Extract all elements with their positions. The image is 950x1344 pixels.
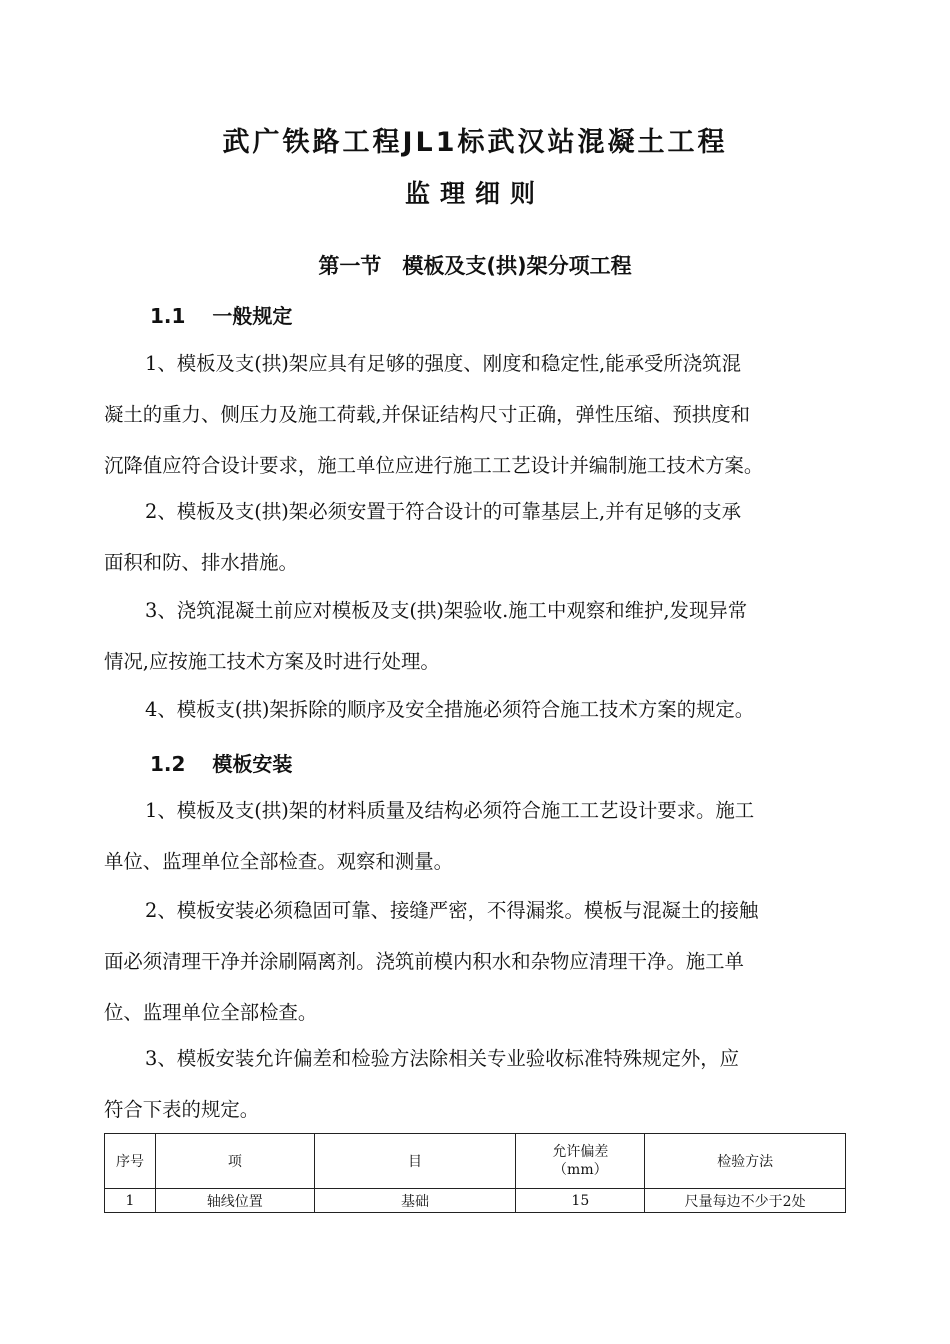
paragraph-2: [104, 486, 864, 588]
cell-sub: 基础: [314, 1189, 516, 1213]
table-row: [105, 1189, 846, 1213]
cell-item: 轴线位置: [155, 1189, 314, 1213]
paragraph-line: 沉降值应符合设计要求，施工单位应进行施工工艺设计并编制施工技术方案。: [104, 454, 764, 477]
paragraph-line: 情况,应按施工技术方案及时进行处理。: [104, 650, 440, 673]
header-no: 序号: [105, 1134, 156, 1189]
header-method: 检验方法: [645, 1134, 846, 1189]
section-heading: 第一节 模板及支(拱)架分项工程: [318, 254, 632, 278]
header-tolerance-unit: （mm）: [553, 1162, 608, 1178]
paragraph-line: 凝土的重力、侧压力及施工荷载,并保证结构尺寸正确，弹性压缩、预拱度和: [104, 403, 751, 426]
subsection-heading-1-1: 1.1 一般规定: [150, 304, 293, 328]
paragraph-line: 位、监理单位全部检查。: [104, 1001, 318, 1024]
paragraph-line: 面积和防、排水措施。: [104, 551, 298, 574]
paragraph-line: 2、模板及支(拱)架必须安置于符合设计的可靠基层上,并有足够的支承: [145, 500, 741, 523]
header-item-b: 目: [314, 1134, 516, 1189]
paragraph-line: 3、模板安装允许偏差和检验方法除相关专业验收标准特殊规定外，应: [145, 1047, 740, 1070]
paragraph-6: [104, 885, 864, 1038]
paragraph-line: 2、模板安装必须稳固可靠、接缝严密，不得漏浆。模板与混凝土的接触: [145, 899, 759, 922]
paragraph-line: 1、模板及支(拱)架应具有足够的强度、刚度和稳定性,能承受所浇筑混: [145, 352, 741, 375]
document-title: 武广铁路工程JL1标武汉站混凝土工程: [222, 127, 728, 158]
paragraph-7: [104, 1033, 864, 1135]
header-tolerance-label: 允许偏差: [552, 1144, 609, 1160]
tolerance-table: [104, 1133, 846, 1213]
paragraph-3: [104, 585, 864, 687]
header-tolerance: [516, 1134, 645, 1189]
paragraph-line: 1、模板及支(拱)架的材料质量及结构必须符合施工工艺设计要求。施工: [145, 799, 755, 822]
cell-method: 尺量每边不少于2处: [645, 1189, 846, 1213]
paragraph-line: 符合下表的规定。: [104, 1098, 260, 1121]
cell-no: 1: [105, 1189, 156, 1213]
paragraph-line: 4、模板支(拱)架拆除的顺序及安全措施必须符合施工技术方案的规定。: [145, 698, 755, 721]
cell-tolerance: 15: [516, 1189, 645, 1213]
header-item-a: 项: [155, 1134, 314, 1189]
paragraph-line: 单位、监理单位全部检查。观察和测量。: [104, 850, 454, 873]
paragraph-line: 3、浇筑混凝土前应对模板及支(拱)架验收.施工中观察和维护,发现异常: [145, 599, 748, 622]
paragraph-4: [104, 684, 864, 735]
paragraph-line: 面必须清理干净并涂刷隔离剂。浇筑前模内积水和杂物应清理干净。施工单: [104, 950, 744, 973]
document-subtitle: 监理细则: [404, 179, 545, 208]
table-header-row: [105, 1134, 846, 1189]
paragraph-5: [104, 785, 864, 887]
paragraph-1: [104, 338, 864, 491]
subsection-heading-1-2: 1.2 模板安装: [150, 752, 293, 776]
